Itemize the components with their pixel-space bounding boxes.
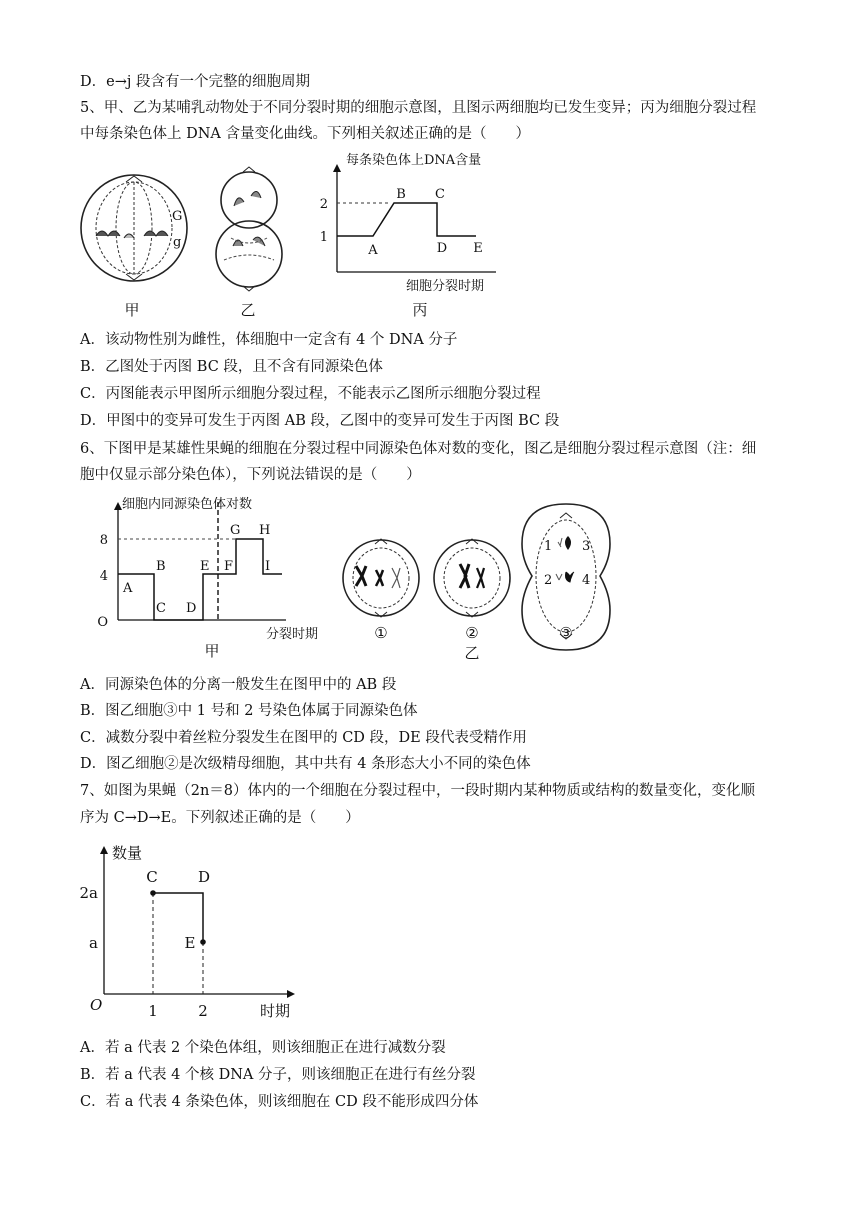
chart-bing-xlabel: 细胞分裂时期 [406, 279, 485, 294]
q5-option-d: D．甲图中的变异可发生于丙图 AB 段，乙图中的变异可发生于丙图 BC 段 [80, 413, 560, 429]
chart-jia-ylabel: 细胞内同源染色体对数 [122, 497, 253, 512]
seg-E: E [200, 559, 210, 574]
cell-jia-label: 甲 [124, 301, 140, 319]
chart-jia-xlabel: 分裂时期 [266, 627, 319, 642]
q7-stem-line1: 7、如图为果蝇（2n＝8）体内的一个细胞在分裂过程中，一段时期内某种物质或结构的数量变化，变化顺 [80, 783, 756, 799]
seg-B: B [156, 559, 166, 574]
chart-jia-label: 甲 [204, 642, 220, 660]
chrom-4: 4 [582, 573, 591, 588]
q6-figure [96, 492, 616, 664]
chrom-2: 2 [544, 573, 553, 588]
cell-2-diagram [434, 539, 510, 642]
q7-x-tick-1: 1 [148, 1002, 158, 1020]
y-tick-4: 4 [99, 569, 108, 584]
seg-C: C [156, 601, 166, 616]
q7-ylabel: 数量 [112, 844, 143, 862]
cell-1-diagram [343, 539, 419, 642]
q5-option-c: C．丙图能表示甲图所示细胞分裂过程，不能表示乙图所示细胞分裂过程 [80, 386, 541, 402]
seg-D: D [186, 601, 197, 616]
cell-3-diagram [522, 504, 610, 650]
q5-stem-line1: 5、甲、乙为某哺乳动物处于不同分裂时期的细胞示意图，且图示两细胞均已发生变异；丙为细胞分裂过程 [80, 100, 757, 116]
q5-option-a: A．该动物性别为雌性，体细胞中一定含有 4 个 DNA 分子 [80, 332, 458, 348]
q7-chart [76, 838, 316, 1028]
point-C [150, 890, 156, 896]
q4-option-d: D．e→j 段含有一个完整的细胞周期 [80, 74, 310, 90]
q6-option-c: C．减数分裂中着丝粒分裂发生在图甲的 CD 段，DE 段代表受精作用 [80, 730, 527, 746]
q5-figure [76, 148, 506, 326]
q7-stem-line2: 序为 C→D→E。下列叙述正确的是（ ） [80, 810, 360, 826]
cell-yi-diagram [216, 167, 282, 319]
chart-jia [97, 496, 318, 660]
cell-1-label: ① [374, 624, 388, 642]
point-E-label: E [473, 241, 483, 256]
q6-option-b: B．图乙细胞③中 1 号和 2 号染色体属于同源染色体 [80, 703, 418, 719]
cell-jia-diagram [81, 175, 187, 319]
q7-origin-label: O [90, 996, 103, 1014]
point-E [200, 939, 206, 945]
y-tick-2: 2 [319, 197, 328, 212]
q5-stem-line2: 中每条染色体上 DNA 含量变化曲线。下列相关叙述正确的是（ ） [80, 126, 531, 142]
seg-G: G [230, 523, 241, 538]
chart-bing [320, 152, 496, 319]
y-tick-1: 1 [319, 230, 328, 245]
seg-H: H [259, 523, 271, 538]
origin-label: O [97, 615, 108, 630]
y-tick-8: 8 [99, 533, 108, 548]
q7-y-tick-a: a [89, 934, 98, 952]
q7-option-a: A．若 a 代表 2 个染色体组，则该细胞正在进行减数分裂 [80, 1040, 446, 1056]
figure-yi-label: 乙 [464, 644, 480, 662]
q7-xlabel: 时期 [260, 1002, 291, 1020]
cell-2-label: ② [465, 624, 479, 642]
chart-bing-ylabel: 每条染色体上DNA含量 [346, 153, 482, 168]
gene-g-label: g [173, 235, 182, 250]
point-C-label: C [435, 187, 445, 202]
gene-G-label: G [172, 209, 183, 224]
cell-yi-label: 乙 [240, 301, 256, 319]
point-A-label: A [368, 243, 378, 258]
q7-option-b: B．若 a 代表 4 个核 DNA 分子，则该细胞正在进行有丝分裂 [80, 1067, 476, 1083]
q5-option-b: B．乙图处于丙图 BC 段，且不含有同源染色体 [80, 359, 383, 375]
q7-point-E-label: E [184, 934, 196, 952]
q7-y-tick-2a: 2a [79, 884, 98, 902]
q7-point-D-label: D [197, 868, 211, 886]
q7-x-tick-2: 2 [198, 1002, 208, 1020]
q7-option-c: C．若 a 代表 4 条染色体，则该细胞在 CD 段不能形成四分体 [80, 1094, 479, 1110]
q6-stem-line2: 胞中仅显示部分染色体），下列说法错误的是（ ） [80, 467, 421, 483]
cell-3-label: ③ [559, 624, 573, 642]
q6-stem-line1: 6、下图甲是某雄性果蝇的细胞在分裂过程中同源染色体对数的变化，图乙是细胞分裂过程示意图（注：细 [80, 441, 757, 457]
chrom-3: 3 [582, 539, 591, 554]
point-D-label: D [436, 241, 448, 256]
chrom-1: 1 [544, 539, 553, 554]
seg-A: A [123, 581, 133, 596]
q6-option-a: A．同源染色体的分离一般发生在图甲中的 AB 段 [80, 677, 397, 693]
q6-option-d: D．图乙细胞②是次级精母细胞，其中共有 4 条形态大小不同的染色体 [80, 756, 531, 772]
chart-bing-label: 丙 [412, 301, 428, 319]
seg-F: F [224, 559, 234, 574]
q7-point-C-label: C [146, 868, 158, 886]
point-B-label: B [396, 187, 406, 202]
seg-I: I [265, 559, 271, 574]
